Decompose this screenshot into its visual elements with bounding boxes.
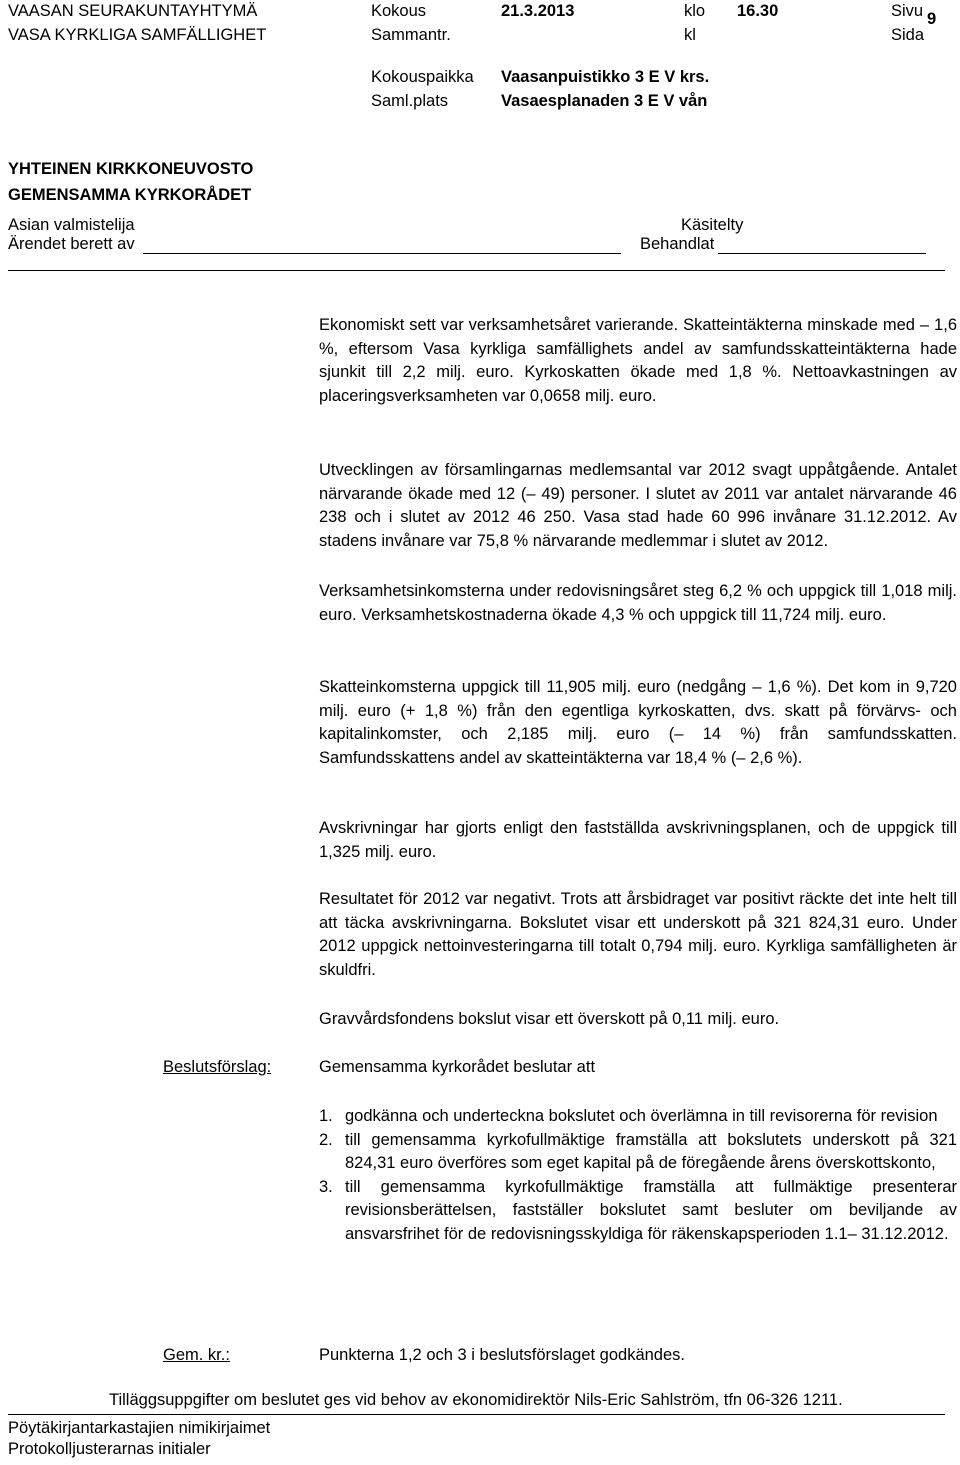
meeting-label-sv: Sammantr. xyxy=(371,26,451,44)
proposal-intro: Gemensamma kyrkorådet beslutar att xyxy=(319,1058,596,1076)
paragraph-text: Utvecklingen av församlingarnas medlemsantal var 2012 svagt uppåtgående. Antalet närvarande ökade med 12 (– 49) personer. I slutet av 2011 var antalet närvarande 46 238 och i slutet av 2012 46 250. Vasa stad hade 60 996 invånare 31.12.2012. Av stadens invånare var 75,8 % närvarande medlemmar i slutet av 2012. xyxy=(319,461,957,550)
signature-label-fi: Pöytäkirjantarkastajien nimikirjaimet xyxy=(8,1419,271,1437)
prepared-underline xyxy=(143,253,621,254)
paragraph-text: Gravvårdsfondens bokslut visar ett överskott på 0,11 milj. euro. xyxy=(319,1010,780,1028)
prepared-label-sv: Ärendet berett av xyxy=(8,235,135,253)
paragraph-5 xyxy=(319,817,957,864)
header-divider xyxy=(8,270,945,271)
place-sv: Vasaesplanaden 3 E V vån xyxy=(501,92,708,110)
time-label-sv: kl xyxy=(684,26,696,44)
paragraph-text: Verksamhetsinkomsterna under redovisningsåret steg 6,2 % och uppgick till 1,018 milj. euro. Verksamhetskostnaderna ökade 4,3 % och uppgick till 11,724 milj. euro. xyxy=(319,582,957,624)
paragraph-7 xyxy=(319,1008,957,1032)
time-label-fi: klo xyxy=(684,2,706,20)
meeting-time: 16.30 xyxy=(737,2,779,20)
page-label-sv: Sida xyxy=(891,26,925,44)
proposal-list xyxy=(319,1105,957,1246)
page-number: 9 xyxy=(927,10,937,28)
page-label-fi: Sivu xyxy=(891,2,924,20)
paragraph-1 xyxy=(319,314,957,408)
proposal-item-1 xyxy=(319,1105,957,1129)
proposal-item-number: 2. xyxy=(319,1130,333,1149)
place-label-fi: Kokouspaikka xyxy=(371,68,474,86)
paragraph-2 xyxy=(319,459,957,553)
proposal-item-number: 3. xyxy=(319,1177,333,1196)
board-heading-sv: GEMENSAMMA KYRKORÅDET xyxy=(8,186,252,204)
footer-divider xyxy=(8,1414,945,1415)
paragraph-3 xyxy=(319,580,957,627)
org-name-sv: VASA KYRKLIGA SAMFÄLLIGHET xyxy=(8,26,267,44)
paragraph-text: Resultatet för 2012 var negativt. Trots att årsbidraget var positivt räckte det inte helt till att täcka avskrivningarna. Bokslutet visar ett underskott på 321 824,31 euro. Under 2012 uppgick nettoinvesteringarna till totalt 0,794 milj. euro. Kyrkliga samfälligheten är skuldfri. xyxy=(319,890,957,979)
place-label-sv: Saml.plats xyxy=(371,92,449,110)
proposal-item-2 xyxy=(319,1129,957,1176)
prepared-label-fi: Asian valmistelija xyxy=(8,216,135,234)
handled-underline xyxy=(718,253,926,254)
meeting-date: 21.3.2013 xyxy=(501,2,575,20)
proposal-item-text: godkänna och underteckna bokslutet och överlämna in till revisorerna för revision xyxy=(345,1107,938,1125)
meeting-label-fi: Kokous xyxy=(371,2,427,20)
handled-label-fi: Käsitelty xyxy=(681,216,744,234)
proposal-label: Beslutsförslag: xyxy=(163,1058,272,1076)
proposal-item-number: 1. xyxy=(319,1107,333,1125)
paragraph-6 xyxy=(319,888,957,982)
paragraph-text: Avskrivningar har gjorts enligt den fastställda avskrivningsplanen, och de uppgick till 1,325 milj. euro. xyxy=(319,819,957,861)
proposal-item-3 xyxy=(319,1176,957,1247)
paragraph-text: Ekonomiskt sett var verksamhetsåret varierande. Skatteintäkterna minskade med – 1,6 %, eftersom Vasa kyrkliga samfällighets andel av samfundsskatteintäkterna hade sjunkit till 2,2 milj. euro. Kyrkoskatten ökade med 1,8 %. Nettoavkastningen av placeringsverksamheten var 0,0658 milj. euro. xyxy=(319,316,957,405)
decision-text: Punkterna 1,2 och 3 i beslutsförslaget godkändes. xyxy=(319,1346,685,1364)
board-heading-fi: YHTEINEN KIRKKONEUVOSTO xyxy=(8,160,254,178)
org-name-fi: VAASAN SEURAKUNTAYHTYMÄ xyxy=(8,2,258,20)
signature-label-sv: Protokolljusterarnas initialer xyxy=(8,1440,211,1458)
paragraph-4 xyxy=(319,676,957,770)
proposal-item-text: till gemensamma kyrkofullmäktige framställa att fullmäktige presenterar revisionsberättelsen, fastställer bokslutet samt besluter om beviljande av ansvarsfrihet för de redovisningsskyldiga för räkenskapsperioden 1.1– 31.12.2012. xyxy=(345,1177,957,1243)
decision-label: Gem. kr.: xyxy=(163,1346,230,1364)
proposal-item-text: till gemensamma kyrkofullmäktige framställa att bokslutets underskott på 321 824,31 euro överföres som eget kapital på de föregående årens överskottskonto, xyxy=(345,1130,957,1172)
paragraph-text: Skatteinkomsterna uppgick till 11,905 milj. euro (nedgång – 1,6 %). Det kom in 9,720 milj. euro (+ 1,8 %) från den egentliga kyrkoskatten, dvs. skatt på förvärvs- och kapitalinkomster, och 2,185 milj. euro (– 14 %) från samfundsskatten. Samfundsskattens andel av skatteintäkterna var 18,4 % (– 2,6 %). xyxy=(319,678,957,767)
place-fi: Vaasanpuistikko 3 E V krs. xyxy=(501,68,710,86)
handled-label-sv: Behandlat xyxy=(640,235,715,253)
footer-note: Tilläggsuppgifter om beslutet ges vid behov av ekonomidirektör Nils-Eric Sahlström, tfn 06-326 1211. xyxy=(109,1391,843,1409)
